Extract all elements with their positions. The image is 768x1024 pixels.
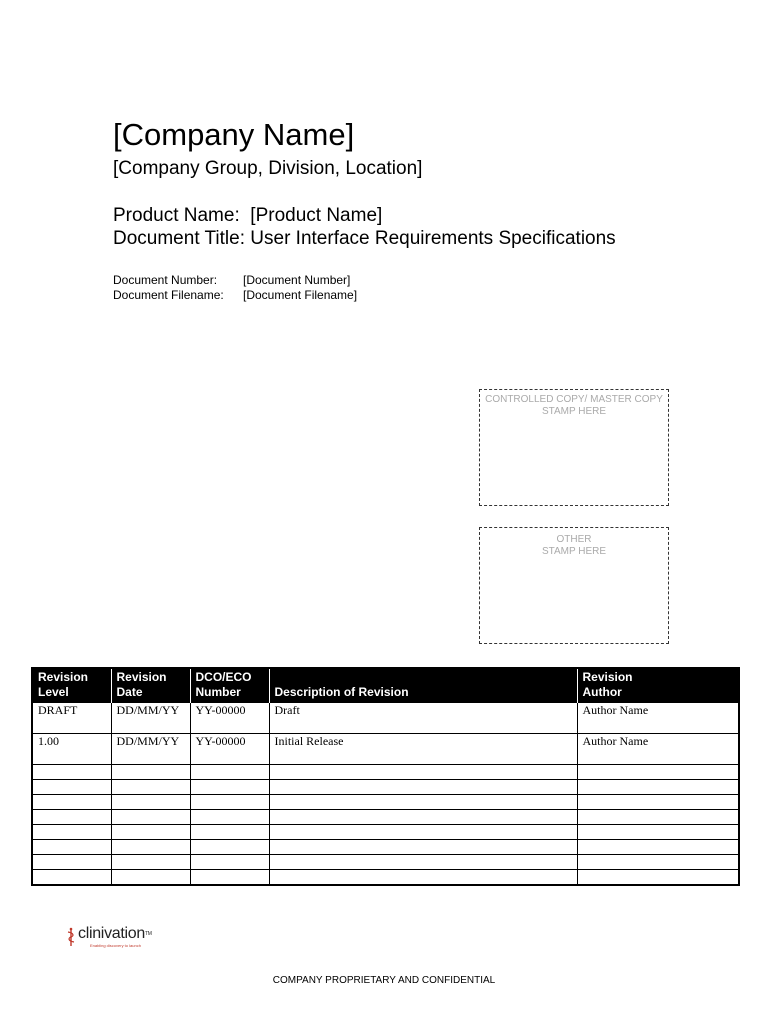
- table-cell: DRAFT: [32, 703, 111, 734]
- column-header-revision-author: Revision Author: [577, 668, 739, 703]
- logo-tagline: Enabling discovery to launch: [90, 943, 141, 948]
- column-header-revision-level: Revision Level: [32, 668, 111, 703]
- company-name: [Company Name]: [113, 117, 355, 152]
- table-row-empty: [32, 765, 739, 780]
- table-cell: [577, 840, 739, 855]
- table-cell: [32, 780, 111, 795]
- table-cell: YY-00000: [190, 734, 269, 765]
- table-cell: [190, 795, 269, 810]
- logo-trademark: TM: [144, 931, 152, 937]
- table-cell: Initial Release: [269, 734, 577, 765]
- table-cell: [577, 810, 739, 825]
- table-cell: [32, 810, 111, 825]
- table-cell: [111, 810, 190, 825]
- table-cell: [577, 795, 739, 810]
- document-number-value: [Document Number]: [243, 273, 351, 287]
- table-cell: 1.00: [32, 734, 111, 765]
- table-cell: [111, 795, 190, 810]
- table-cell: DD/MM/YY: [111, 734, 190, 765]
- table-row-empty: [32, 825, 739, 840]
- stamp-box-line1: CONTROLLED COPY/ MASTER COPY: [485, 394, 663, 405]
- table-row: [32, 703, 739, 734]
- table-cell: [190, 810, 269, 825]
- product-name-value: [Product Name]: [250, 205, 383, 226]
- clinivation-logo: [66, 924, 176, 950]
- table-cell: [577, 855, 739, 870]
- column-header-description: Description of Revision: [269, 668, 577, 703]
- table-cell: [111, 855, 190, 870]
- document-filename-value: [Document Filename]: [243, 288, 358, 302]
- table-row: [32, 734, 739, 765]
- table-cell: [269, 825, 577, 840]
- table-cell: Draft: [269, 703, 577, 734]
- product-name-label: Product Name:: [113, 205, 240, 226]
- logo-wordmark: clinivationTM: [78, 925, 152, 942]
- stamp-box-line2: STAMP HERE: [541, 406, 607, 417]
- table-cell: [32, 870, 111, 886]
- revision-history-table: [31, 667, 740, 886]
- table-cell: [111, 825, 190, 840]
- table-cell: [269, 855, 577, 870]
- document-number-row: [113, 273, 350, 288]
- company-group: [Company Group, Division, Location]: [113, 158, 423, 179]
- confidentiality-footer: COMPANY PROPRIETARY AND CONFIDENTIAL: [272, 975, 496, 986]
- table-cell: [32, 840, 111, 855]
- table-cell: [190, 765, 269, 780]
- column-header-revision-date: Revision Date: [111, 668, 190, 703]
- product-name-line: [113, 204, 382, 228]
- table-cell: [269, 810, 577, 825]
- table-cell: [111, 870, 190, 886]
- document-filename-row: [113, 288, 357, 303]
- table-cell: [269, 795, 577, 810]
- table-row-empty: [32, 840, 739, 855]
- table-cell: [190, 840, 269, 855]
- table-cell: DD/MM/YY: [111, 703, 190, 734]
- table-cell: [577, 780, 739, 795]
- table-cell: [577, 765, 739, 780]
- document-title-line: [113, 227, 616, 251]
- table-cell: [111, 780, 190, 795]
- table-cell: [190, 780, 269, 795]
- controlled-copy-stamp-box: [479, 389, 669, 506]
- document-title-value: User Interface Requirements Specifications: [250, 228, 616, 249]
- table-cell: [32, 855, 111, 870]
- table-cell: [269, 840, 577, 855]
- document-number-label: Document Number:: [113, 273, 218, 287]
- table-cell: [269, 870, 577, 886]
- stamp-box-line1: OTHER: [556, 534, 592, 545]
- document-filename-label: Document Filename:: [113, 288, 224, 302]
- table-row-empty: [32, 855, 739, 870]
- table-cell: [190, 870, 269, 886]
- table-cell: [111, 840, 190, 855]
- document-title-label: Document Title:: [113, 228, 245, 249]
- table-cell: Author Name: [577, 703, 739, 734]
- other-stamp-box: [479, 527, 669, 644]
- table-row-empty: [32, 795, 739, 810]
- table-cell: [577, 825, 739, 840]
- column-header-dco-eco-number: DCO/ECO Number: [190, 668, 269, 703]
- table-cell: [111, 765, 190, 780]
- table-cell: [269, 765, 577, 780]
- table-cell: [190, 855, 269, 870]
- table-cell: [32, 795, 111, 810]
- table-row-empty: [32, 780, 739, 795]
- table-cell: [577, 870, 739, 886]
- table-cell: Author Name: [577, 734, 739, 765]
- table-cell: YY-00000: [190, 703, 269, 734]
- table-cell: [32, 825, 111, 840]
- table-header-row: [32, 668, 739, 703]
- stamp-box-line2: STAMP HERE: [541, 546, 607, 557]
- table-cell: [32, 765, 111, 780]
- table-cell: [190, 825, 269, 840]
- table-cell: [269, 780, 577, 795]
- table-row-empty: [32, 810, 739, 825]
- table-row-empty: [32, 870, 739, 886]
- caduceus-icon: [66, 927, 76, 947]
